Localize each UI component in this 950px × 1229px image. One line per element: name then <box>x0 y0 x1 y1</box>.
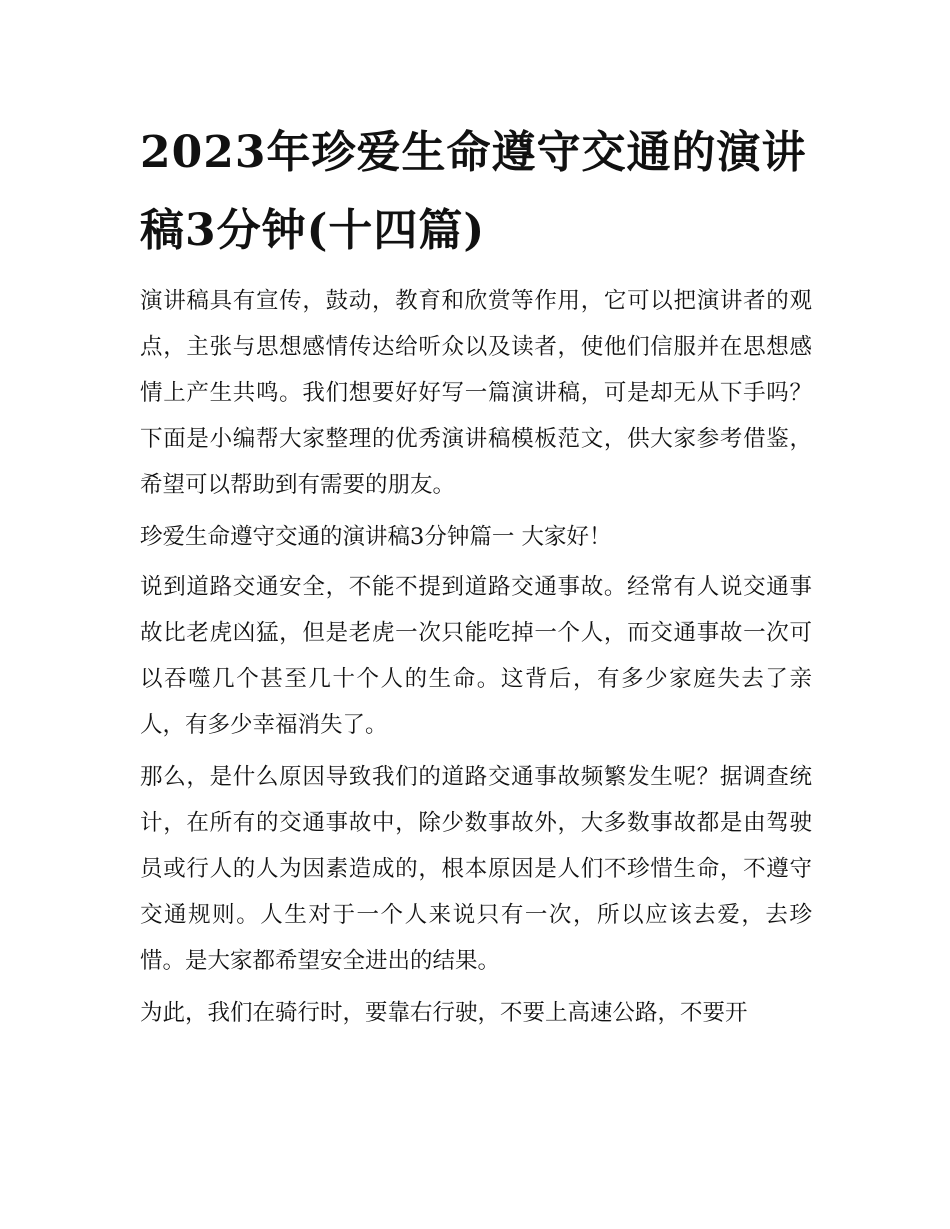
paragraph-riding-rules: 为此，我们在骑行时，要靠右行驶，不要上高速公路，不要开 <box>140 1000 748 1026</box>
paragraph-intro: 演讲稿具有宣传，鼓动，教育和欣赏等作用，它可以把演讲者的观点，主张与思想感情传达给听众以及读者，使他们信服并在思想感情上产生共鸣。我们想要好好写一篇演讲稿，可是却无从下手吗？下面是小编帮大家整理的优秀演讲稿模板范文，供大家参考借鉴，希望可以帮助到有需要的朋友。 <box>140 288 812 498</box>
document-title: 2023年珍爱生命遵守交通的演讲稿3分钟(十四篇) <box>140 127 807 256</box>
paragraph-traffic-accidents: 说到道路交通安全，不能不提到道路交通事故。经常有人说交通事故比老虎凶猛，但是老虎一次只能吃掉一个人，而交通事故一次可以吞噬几个甚至几十个人的生命。这背后，有多少家庭失去了亲人，有多少幸福消失了。 <box>140 574 812 738</box>
document-body <box>140 278 812 1042</box>
paragraph-causes: 那么，是什么原因导致我们的道路交通事故频繁发生呢？据调查统计，在所有的交通事故中，除少数事故外，大多数事故都是由驾驶员或行人的人为因素造成的，根本原因是人们不珍惜生命，不遵守交通规则。人生对于一个人来说只有一次，所以应该去爱，去珍惜。是大家都希望安全进出的结果。 <box>140 764 812 974</box>
paragraph-section-heading: 珍爱生命遵守交通的演讲稿3分钟篇一 大家好！ <box>140 524 612 550</box>
